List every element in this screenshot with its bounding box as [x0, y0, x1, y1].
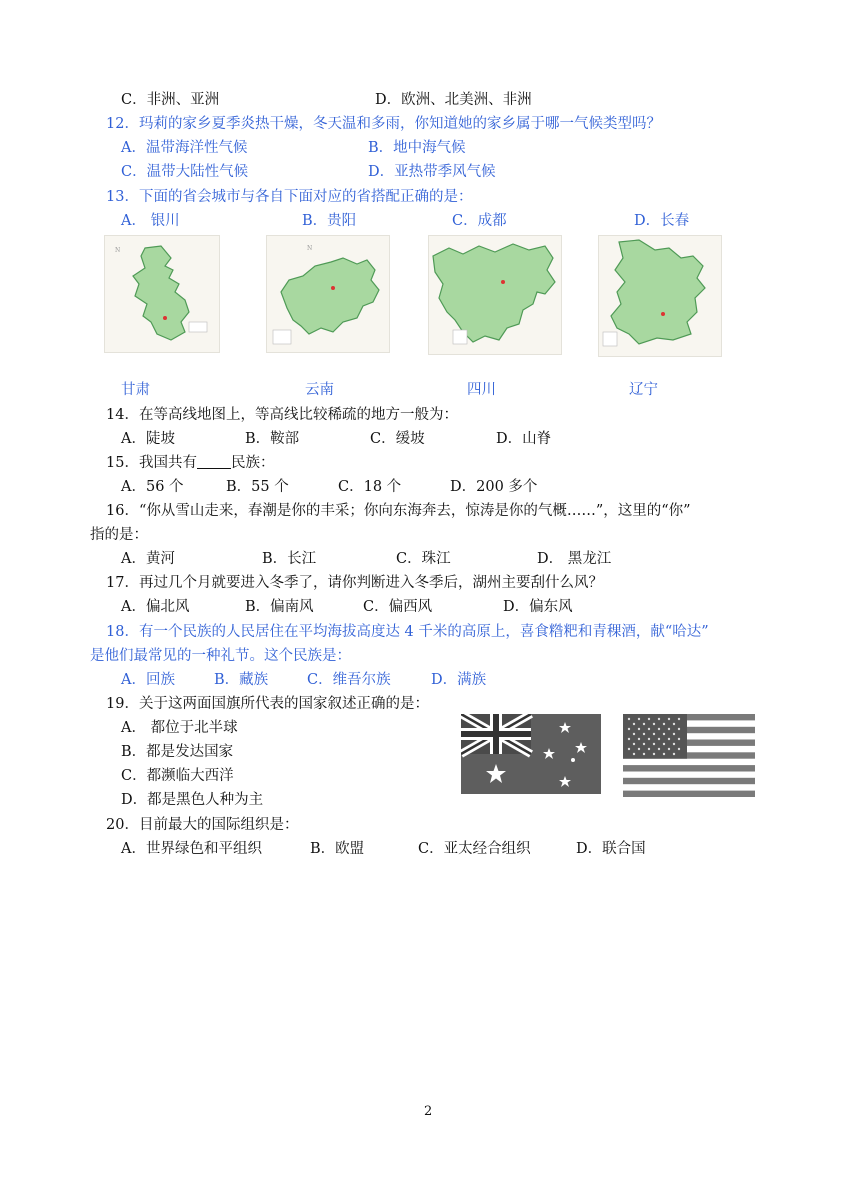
q15-stem-post: 民族：	[230, 455, 275, 471]
q14-option-b: B．鞍部	[245, 431, 300, 447]
q16-stem-line1: 16．“你从雪山走来，春潮是你的丰采；你向东海奔去，惊涛是你的气概……”，这里的“你”	[106, 503, 691, 519]
svg-text:N: N	[115, 247, 121, 254]
province-label-yunnan: 云南	[305, 382, 334, 398]
q17-option-a: A．偏北风	[121, 599, 190, 615]
q12-option-a: A．温带海洋性气候	[121, 140, 248, 156]
q15-option-b: B．55 个	[226, 479, 289, 495]
province-label-liaoning: 辽宁	[629, 382, 658, 398]
q12-option-d: D．亚热带季风气候	[368, 164, 496, 180]
q15-option-d: D．200 多个	[450, 479, 538, 495]
q16-option-d: D． 黑龙江	[537, 551, 612, 567]
q19-option-c: C．都濒临大西洋	[121, 768, 234, 784]
q12-option-c: C．温带大陆性气候	[121, 164, 249, 180]
q20-option-a: A．世界绿色和平组织	[121, 841, 262, 857]
province-label-sichuan: 四川	[467, 382, 496, 398]
q16-stem-line2: 指的是：	[90, 527, 148, 543]
q19-option-b: B．都是发达国家	[121, 744, 234, 760]
q20-stem: 20．目前最大的国际组织是：	[106, 817, 299, 833]
q17-stem: 17．再过几个月就要进入冬季了，请你判断进入冬季后，湖州主要刮什么风？	[106, 575, 603, 591]
q18-stem-line1: 18．有一个民族的人民居住在平均海拔高度达 4 千米的高原上，喜食糌粑和青稞酒，献“哈达”	[106, 624, 709, 640]
q20-option-d: D．联合国	[576, 841, 646, 857]
q14-option-c: C．缓坡	[370, 431, 425, 447]
q13-stem: 13．下面的省会城市与各自下面对应的省搭配正确的是：	[106, 189, 473, 205]
q20-option-b: B．欧盟	[310, 841, 365, 857]
q20-option-c: C．亚太经合组织	[418, 841, 531, 857]
liaoning-map-image	[598, 235, 722, 357]
q18-option-c: C．维吾尔族	[307, 672, 391, 688]
q18-stem-line2: 是他们最常见的一种礼节。这个民族是：	[90, 648, 351, 664]
q15-option-c: C．18 个	[338, 479, 402, 495]
q13-option-b: B．贵阳	[302, 213, 357, 229]
q16-option-b: B．长江	[262, 551, 317, 567]
q19-option-a: A． 都位于北半球	[121, 720, 238, 736]
q14-stem: 14．在等高线地图上，等高线比较稀疏的地方一般为：	[106, 407, 458, 423]
q17-option-c: C．偏西风	[363, 599, 433, 615]
gansu-map-image	[104, 235, 220, 353]
usa-flag-image	[623, 714, 755, 797]
q13-option-c: C．成都	[452, 213, 507, 229]
q19-stem: 19．关于这两面国旗所代表的国家叙述正确的是：	[106, 696, 429, 712]
q15-answer-blank	[197, 454, 231, 469]
q11-option-c: C．非洲、亚洲	[121, 92, 220, 108]
q13-option-d: D．长春	[634, 213, 690, 229]
q14-option-d: D．山脊	[496, 431, 552, 447]
q15-option-a: A．56 个	[121, 479, 184, 495]
q17-option-b: B．偏南风	[245, 599, 314, 615]
q18-option-a: A．回族	[121, 672, 175, 688]
q15-stem	[106, 453, 274, 473]
q13-option-a: A． 银川	[121, 213, 180, 229]
page-number: 2	[424, 1104, 433, 1119]
province-label-gansu: 甘肃	[121, 382, 150, 398]
yunnan-map-image	[266, 235, 390, 353]
q16-option-a: A．黄河	[121, 551, 175, 567]
q11-option-d: D．欧洲、北美洲、非洲	[375, 92, 532, 108]
q14-option-a: A．陡坡	[121, 431, 175, 447]
svg-text:N: N	[307, 245, 313, 252]
australia-flag-image	[461, 714, 601, 794]
q17-option-d: D．偏东风	[503, 599, 573, 615]
q12-stem: 12．玛莉的家乡夏季炎热干燥，冬天温和多雨，你知道她的家乡属于哪一气候类型吗？	[106, 116, 661, 132]
q19-option-d: D．都是黑色人种为主	[121, 792, 264, 808]
q12-option-b: B．地中海气候	[368, 140, 466, 156]
q18-option-b: B．藏族	[214, 672, 269, 688]
q15-stem-pre: 15．我国共有	[106, 455, 197, 471]
q18-option-d: D．满族	[431, 672, 487, 688]
q16-option-c: C．珠江	[396, 551, 451, 567]
sichuan-map-image	[428, 235, 562, 355]
